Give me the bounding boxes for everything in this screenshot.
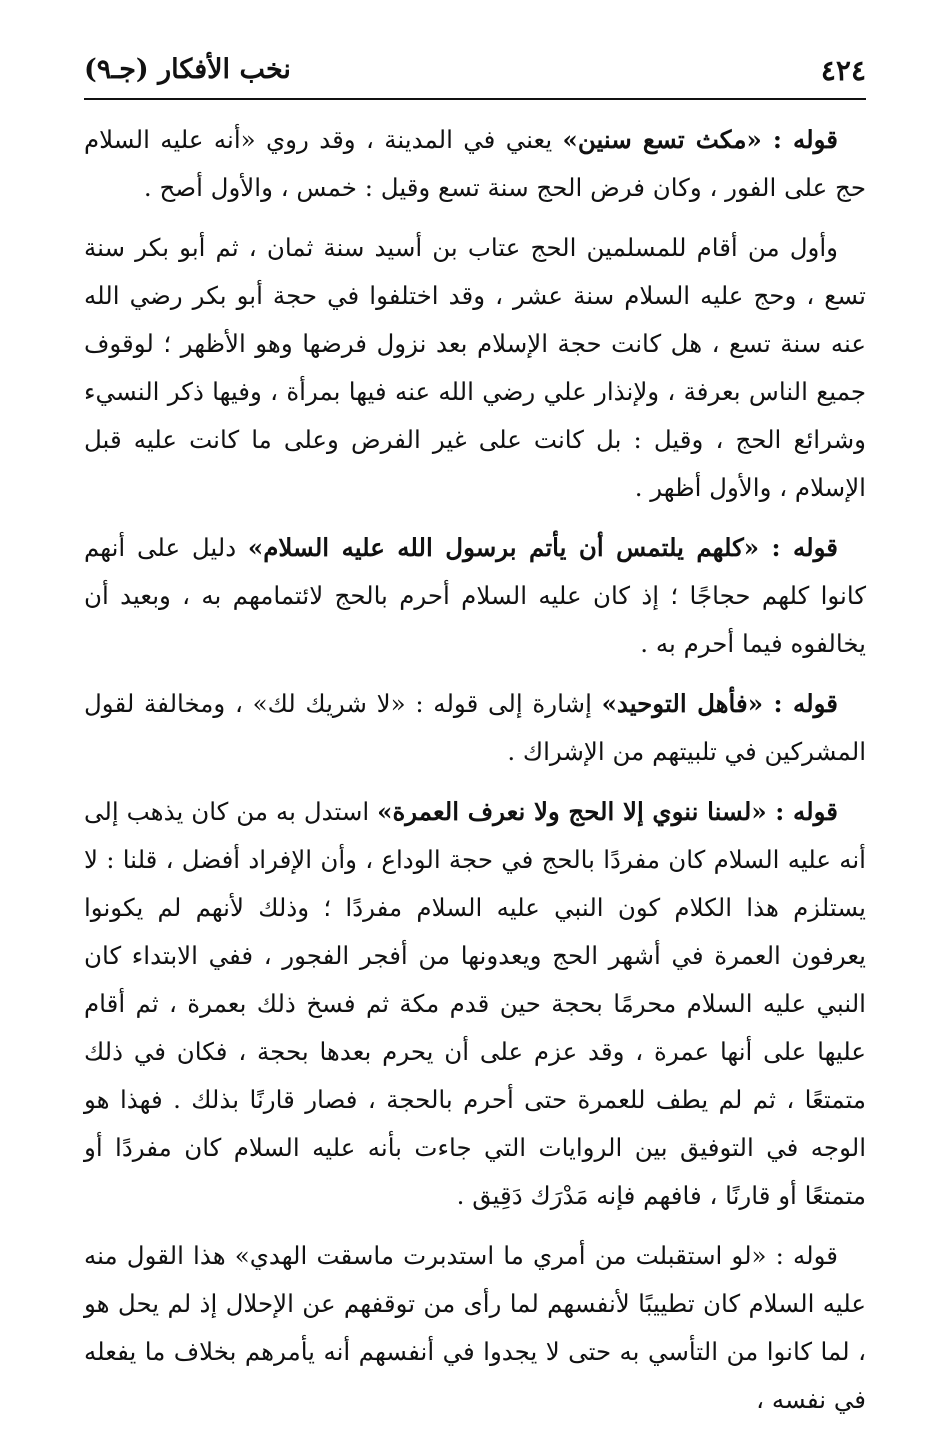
paragraph-4 (84, 680, 866, 776)
paragraph-text: وأول من أقام للمسلمين الحج عتاب بن أسيد سنة ثمان ، ثم أبو بكر سنة تسع ، وحج عليه السلام سنة عشر ، وقد اختلفوا في حجة أبو بكر رضي الله عنه سنة تسع ، هل كانت حجة الإسلام بعد نزول فرضها وهو الأظهر ؛ لوقوف جميع الناس بعرفة ، ولإنذار علي رضي الله عنه فيها بمرأة ، وفيها ذكر النسيء وشرائع الحج ، وقيل : بل كانت على غير الفرض وعلى ما كانت عليه قبل الإسلام ، والأول أظهر . (84, 233, 866, 502)
paragraph-lead: قوله : «لسنا ننوي إلا الحج ولا نعرف العمرة» (377, 797, 838, 826)
paragraph-1 (84, 116, 866, 212)
paragraph-5 (84, 788, 866, 1220)
paragraph-lead: قوله : «فأهل التوحيد» (601, 689, 838, 718)
page-header (84, 48, 866, 100)
running-title: نخب الأفكار (جـ٩) (84, 54, 291, 85)
paragraph-text: دليل على أنهم كانوا كلهم حجاجًا ؛ إذ كان عليه السلام أحرم بالحج لائتمامهم به ، وبعيد أن يخالفوه فيما أحرم به . (84, 533, 866, 658)
paragraph-text: استدل به من كان يذهب إلى أنه عليه السلام كان مفردًا بالحج في حجة الوداع ، وأن الإفراد أفضل ، قلنا : لا يستلزم هذا الكلام كون النبي عليه السلام مفردًا ؛ وذلك لأنهم لم يكونوا يعرفون العمرة في أشهر الحج ويعدونها من أفجر الفجور ، ففي الابتداء كان النبي عليه السلام محرمًا بحجة حين قدم مكة ثم فسخ ذلك بعمرة ، ثم أقام عليها على أنها عمرة ، وقد عزم على أن يحرم بعدها بحجة ، فكان في ذلك متمتعًا ، ثم لم يطف للعمرة حتى أحرم بالحجة ، فصار قارنًا بذلك . فهذا هو الوجه في التوفيق بين الروايات التي جاءت بأنه عليه السلام كان مفردًا أو متمتعًا أو قارنًا ، فافهم فإنه مَدْرَك دَقِيق . (84, 797, 866, 1210)
paragraph-lead: قوله : «مكث تسع سنين» (562, 125, 838, 154)
paragraph-3 (84, 524, 866, 668)
paragraph-text: قوله : «لو استقبلت من أمري ما استدبرت ماسقت الهدي» هذا القول منه عليه السلام كان تطييبًا لأنفسهم لما رأى من توقفهم عن الإحلال إذ لم يحل هو ، لما كانوا من التأسي به حتى لا يجدوا في أنفسهم أنه يأمرهم بخلاف ما يفعله في نفسه ، (84, 1241, 866, 1414)
page-number: ٤٢٤ (820, 54, 866, 87)
paragraph-lead: قوله : «كلهم يلتمس أن يأتم برسول الله عليه السلام» (247, 533, 838, 562)
paragraph-text: يعني في المدينة ، وقد روي «أنه عليه السلام حج على الفور ، وكان فرض الحج سنة تسع وقيل : خمس ، والأول أصح . (84, 125, 866, 202)
page-body (84, 116, 866, 1436)
paragraph-2 (84, 224, 866, 512)
paragraph-text: إشارة إلى قوله : «لا شريك لك» ، ومخالفة لقول المشركين في تلبيتهم من الإشراك . (84, 689, 866, 766)
paragraph-6 (84, 1232, 866, 1424)
